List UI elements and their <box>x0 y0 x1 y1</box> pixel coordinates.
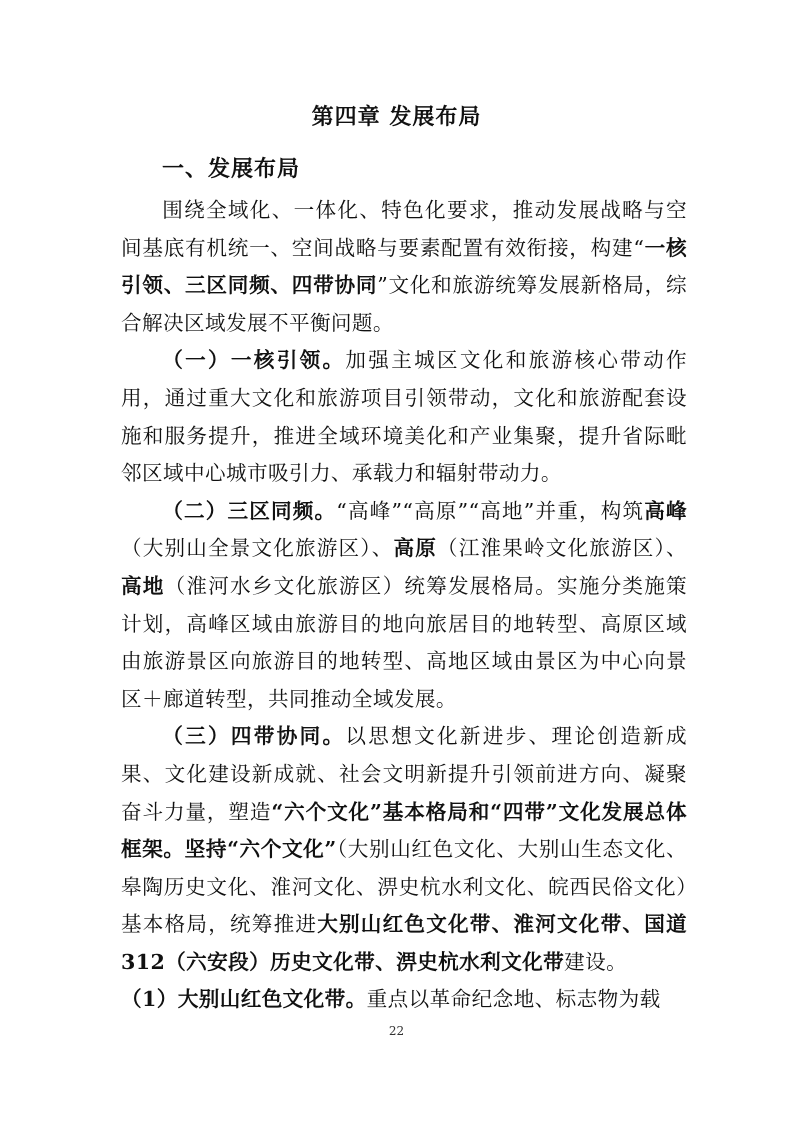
paragraph-text: （淮河水乡文化旅游区）统筹发展格局。实施分类施策计划，高峰区域由旅游目的地向旅居目的地转型、高原区域由旅游景区向旅游目的地转型、高地区域由景区为中心向景区＋廊道转型，共同推动全域发展。 <box>121 573 687 711</box>
paragraph-text: 以思想文化新进步、理论创造新成果、文化建设新成就、社会文明新提升引领前进方向、凝聚奋斗力量，塑造 <box>121 724 688 824</box>
chapter-title: 第四章 发展布局 <box>311 105 482 130</box>
paragraph-three-zones <box>121 493 687 719</box>
paragraph-text: （江淮果岭文化旅游区）、 <box>437 536 687 561</box>
paragraph-text: 围绕全域化、一体化、特色化要求，推动发展战略与空间基底有机统一、空间战略与要素配置有效衔接，构建“ <box>121 198 687 260</box>
paragraph-text: 建设。 <box>564 949 628 974</box>
bold-text: 大别山红色文化带、淮河文化带、国道 312（六安段）历史文化带、淠史杭水利文化带 <box>121 912 687 974</box>
paragraph-text: ”文化和旅游统筹发展新格局，综合解决区域发展不平衡问题。 <box>121 273 687 335</box>
subsection-heading: （三）四带协同。 <box>162 724 346 749</box>
subsection-heading: （1）大别山红色文化带。 <box>121 987 367 1012</box>
bold-text: 一核引领、三区同频、四带协同 <box>121 235 687 298</box>
paragraph-text: 加强主城区文化和旅游核心带动作用，通过重大文化和旅游项目引领带动，文化和旅游配套设施和服务提升，推进全域环境美化和产业集聚，提升省际毗邻区域中心城市吸引力、承载力和辐射带动力。 <box>121 348 688 486</box>
bold-text: 高地 <box>121 573 165 598</box>
paragraph-layout-intro <box>121 192 687 342</box>
paragraph-text: （大别山红色文化、大别山生态文化、皋陶历史文化、淮河文化、淠史杭水利文化、皖西民俗文化）基本格局，统筹推进 <box>121 837 688 937</box>
body-text <box>121 192 687 1019</box>
section-heading: 一、发展布局 <box>162 157 301 182</box>
paragraph-one-core <box>121 342 687 492</box>
paragraph-text: （大别山全景文化旅游区）、 <box>121 536 394 561</box>
subsection-heading: （一）一核引领。 <box>162 348 346 373</box>
paragraph-four-belts <box>121 718 687 981</box>
paragraph-text: “高峰”“高原”“高地”并重，构筑 <box>336 498 645 523</box>
paragraph-text: 重点以革命纪念地、标志物为载 <box>366 987 661 1012</box>
page-number: 22 <box>388 1024 405 1038</box>
subsection-heading: （二）三区同频。 <box>162 498 337 523</box>
paragraph-red-culture-belt <box>121 981 687 1019</box>
bold-text: 高峰 <box>644 498 688 523</box>
bold-text: “六个文化”基本格局和“四带”文化发展总体框架。坚持“六个文化” <box>121 799 687 862</box>
bold-text: 高原 <box>393 536 438 561</box>
